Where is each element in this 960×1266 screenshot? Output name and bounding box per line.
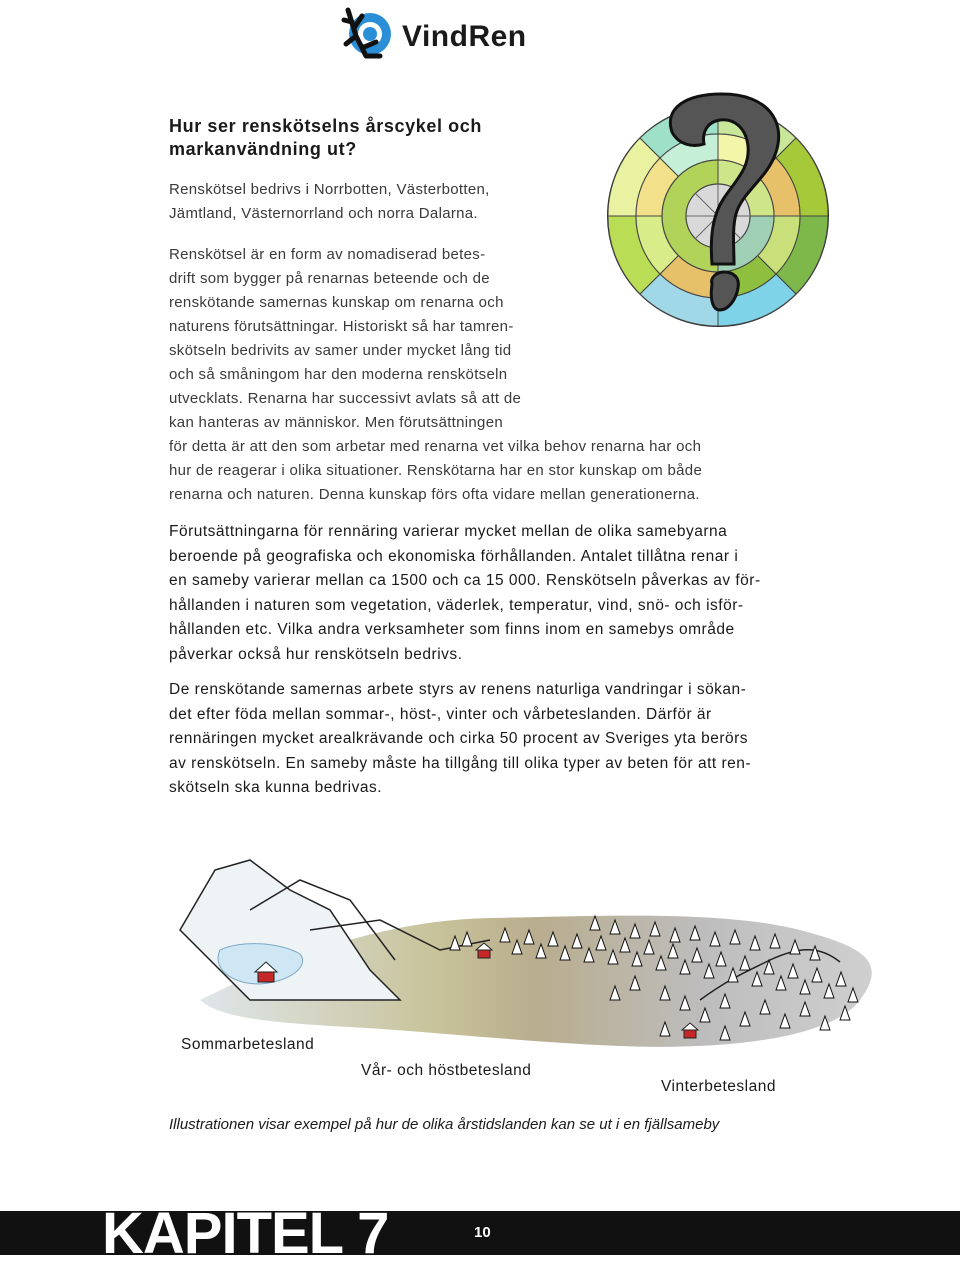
label-spring-autumn-pasture: Vår- och höstbetesland [361,1062,532,1079]
text-line: hållanden etc. Vilka andra verksamheter som finns inom en samebys område [169,621,735,638]
heading-line: Hur ser renskötselns årscykel och [169,116,482,136]
heading-line: markanvändning ut? [169,139,357,159]
text-line: för detta är att den som arbetar med renarna vet vilka behov renarna har och [169,438,702,455]
text-line: hur de reagerar i olika situationer. Renskötarna har en stor kunskap om både [169,462,703,479]
text-line: rennäringen mycket arealkrävande och cirka 50 procent av Sveriges yta berörs [169,730,749,747]
text-line: Renskötsel är en form av nomadiserad betes- [169,246,486,263]
text-line: skötseln ska kunna bedrivas. [169,779,383,796]
illustration-caption: Illustrationen visar exempel på hur de olika årstidslanden kan se ut i en fjällsameby [169,1116,720,1133]
text-line: drift som bygger på renarnas beteende och de [169,270,490,287]
logo-text: VindRen [402,20,527,53]
chapter-label: KAPITEL 7 [102,1201,389,1266]
seasonal-landscape-illustration [160,850,920,1060]
text-line: naturens förutsättningar. Historiskt så har tamren- [169,318,514,335]
seasonal-wheel-question-mark-illustration [600,88,850,388]
text-line: beroende på geografiska och ekonomiska förhållanden. Antalet tillåtna renar i [169,547,739,565]
vindren-logo [336,4,546,62]
text-line: påverkar också hur renskötseln bedrivs. [169,645,463,663]
page-number: 10 [474,1224,491,1241]
page-heading [169,115,589,161]
text-line: renarna och naturen. Denna kunskap förs ofta vidare mellan generationerna. [169,486,700,503]
paragraph-region [169,178,490,226]
text-line: hållanden i naturen som vegetation, väderlek, temperatur, vind, snö- och isför- [169,596,744,614]
label-winter-pasture: Vinterbetesland [661,1078,776,1095]
text-line: utvecklats. Renarna har successivt avlats så att de [169,390,522,407]
paragraph-herder-work [169,678,751,801]
reindeer-antler-logo-icon [336,4,400,62]
text-line: av renskötseln. En sameby måste ha tillgång till olika typer av beten för att ren- [169,754,752,772]
text-line: Renskötsel bedrivs i Norrbotten, Västerbotten, [169,181,490,198]
text-line: det efter föda mellan sommar-, höst-, vinter och vårbeteslanden. Därför är [169,705,712,723]
text-line: kan hanteras av människor. Men förutsättningen [169,414,503,431]
text-line: renskötande samernas kunskap om renarna och [169,294,504,311]
text-line: skötseln bedrivits av samer under mycket lång tid [169,342,512,359]
text-line: och så småningom har den moderna renskötseln [169,366,508,383]
paragraph-conditions [169,520,761,667]
label-summer-pasture: Sommarbetesland [181,1036,315,1053]
page-footer [0,1201,960,1266]
text-line: Jämtland, Västernorrland och norra Dalarna. [169,205,478,222]
text-line: en sameby varierar mellan ca 1500 och ca 15 000. Renskötseln påverkas av för- [169,572,761,589]
text-line: Förutsättningarna för rennäring varierar mycket mellan de olika samebyarna [169,523,728,540]
text-line: De renskötande samernas arbete styrs av renens naturliga vandringar i sökan- [169,681,747,698]
